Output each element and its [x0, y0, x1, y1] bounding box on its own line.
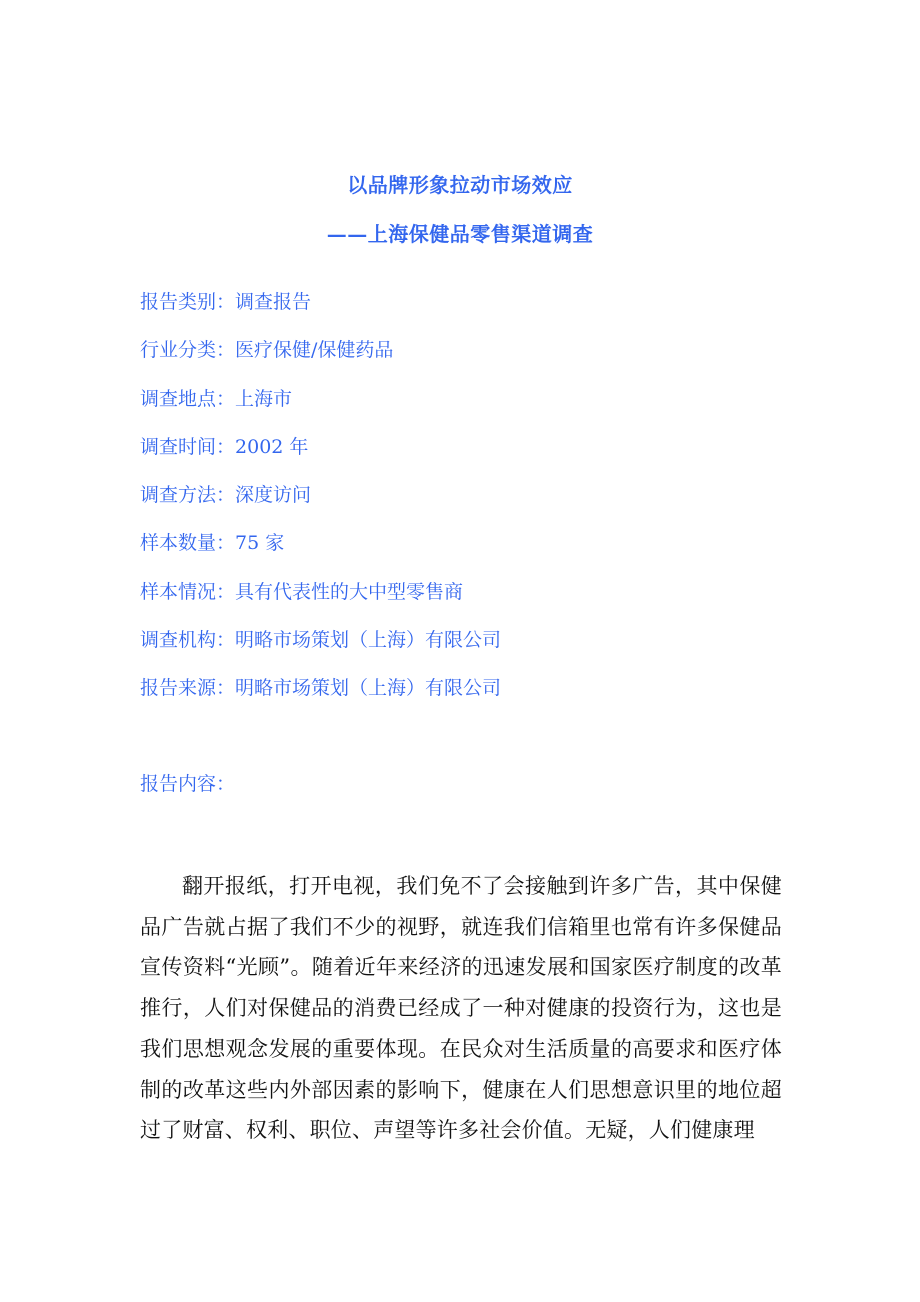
meta-value: 调查报告: [235, 291, 312, 313]
body-paragraph: 翻开报纸，打开电视，我们免不了会接触到许多广告，其中保健品广告就占据了我们不少的视野，就连我们信箱里也常有许多保健品宣传资料“光顾”。随着近年来经济的迅速发展和国家医疗制度的改革推行，人们对保健品的消费已经成了一种对健康的投资行为，这也是我们思想观念发展的重要体现。在民众对生活质量的高要求和医疗体制的改革这些内外部因素的影响下，健康在人们思想意识里的地位超过了财富、权利、职位、声望等许多社会价值。无疑，人们健康理: [140, 874, 782, 1143]
report-metadata-list: [140, 288, 780, 723]
meta-row-method: [140, 481, 780, 529]
meta-value: 明略市场策划（上海）有限公司: [235, 629, 502, 652]
meta-label: 报告来源：: [140, 677, 236, 700]
meta-value: 具有代表性的大中型零售商: [235, 580, 464, 603]
content-heading: 报告内容：: [140, 773, 236, 795]
meta-value: 上海市: [235, 387, 293, 410]
meta-row-location: [140, 385, 780, 433]
meta-label: 调查机构：: [140, 629, 236, 652]
meta-row-industry: [140, 336, 780, 384]
meta-row-report-type: [140, 288, 780, 336]
meta-label: 调查地点：: [140, 387, 236, 410]
meta-row-sample-profile: [140, 578, 780, 626]
meta-row-sample-size: [140, 529, 780, 577]
meta-row-time: [140, 433, 780, 481]
meta-row-agency: [140, 626, 780, 674]
meta-label: 行业分类：: [140, 339, 236, 362]
meta-label: 报告类别：: [140, 291, 236, 313]
report-subtitle: ——上海保健品零售渠道调查: [326, 222, 594, 246]
report-title: 以品牌形象拉动市场效应: [347, 173, 573, 197]
meta-label: 调查方法：: [140, 484, 236, 507]
meta-label: 样本情况：: [140, 580, 236, 603]
meta-value: 医疗保健/保健药品: [235, 339, 394, 362]
meta-value: 2002 年: [235, 435, 309, 458]
meta-row-source: [140, 674, 780, 722]
meta-value: 深度访问: [235, 484, 312, 507]
meta-value: 75 家: [235, 532, 285, 555]
meta-label: 调查时间：: [140, 435, 236, 458]
meta-label: 样本数量：: [140, 532, 236, 555]
meta-value: 明略市场策划（上海）有限公司: [235, 677, 502, 700]
